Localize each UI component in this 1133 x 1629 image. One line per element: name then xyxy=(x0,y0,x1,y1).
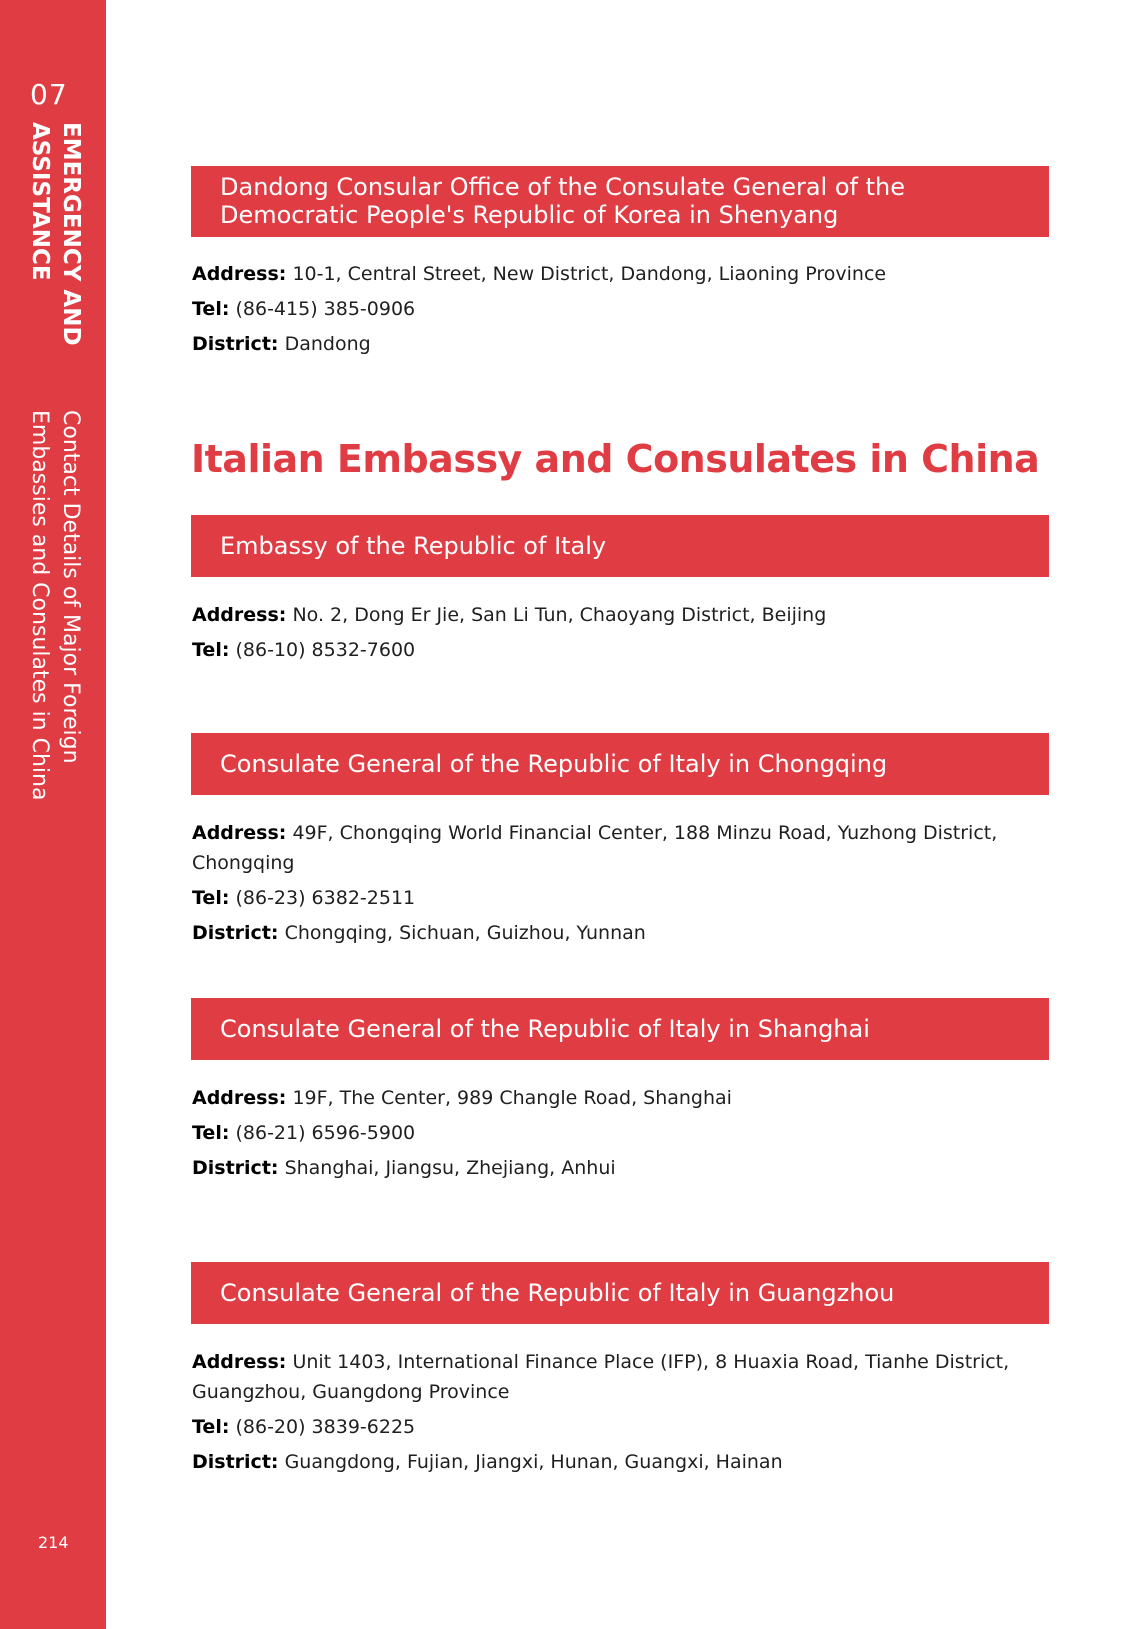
tel-value: (86-23) 6382-2511 xyxy=(235,887,416,909)
district-label: District: xyxy=(192,1157,279,1179)
address-row xyxy=(192,600,1032,630)
address-row xyxy=(192,1083,1032,1113)
district-value: Dandong xyxy=(284,333,371,355)
guangzhou-consulate-details xyxy=(192,1347,1032,1482)
address-label: Address: xyxy=(192,1351,287,1373)
tel-label: Tel: xyxy=(192,298,230,320)
chapter-sidebar xyxy=(0,0,106,1629)
district-row xyxy=(192,1447,1032,1477)
tel-label: Tel: xyxy=(192,1416,230,1438)
section-title-line1: Contact Details of Major Foreign xyxy=(58,410,83,764)
tel-row xyxy=(192,1412,1032,1442)
chapter-title-line1: EMERGENCY AND xyxy=(58,122,84,346)
district-value: Guangdong, Fujian, Jiangxi, Hunan, Guangxi, Hainan xyxy=(284,1451,783,1473)
tel-label: Tel: xyxy=(192,639,230,661)
tel-value: (86-10) 8532-7600 xyxy=(235,639,416,661)
address-label: Address: xyxy=(192,822,287,844)
address-label: Address: xyxy=(192,1087,287,1109)
district-value: Shanghai, Jiangsu, Zhejiang, Anhui xyxy=(284,1157,616,1179)
tel-label: Tel: xyxy=(192,887,230,909)
district-row xyxy=(192,918,1032,948)
tel-value: (86-21) 6596-5900 xyxy=(235,1122,416,1144)
address-value: Unit 1403, International Finance Place (IFP), 8 Huaxia Road, Tianhe District, Guangzhou, Guangdong Province xyxy=(192,1351,1010,1403)
district-label: District: xyxy=(192,1451,279,1473)
district-label: District: xyxy=(192,922,279,944)
chapter-title xyxy=(24,122,86,346)
district-value: Chongqing, Sichuan, Guizhou, Yunnan xyxy=(284,922,646,944)
tel-row xyxy=(192,294,1032,324)
tel-row xyxy=(192,883,1032,913)
address-value: 10-1, Central Street, New District, Dandong, Liaoning Province xyxy=(292,263,887,285)
guangzhou-consulate-banner xyxy=(191,1262,1049,1324)
address-row xyxy=(192,1347,1032,1407)
dandong-office-details xyxy=(192,259,1032,364)
tel-row xyxy=(192,635,1032,665)
district-label: District: xyxy=(192,333,279,355)
address-value: 49F, Chongqing World Financial Center, 188 Minzu Road, Yuzhong District, Chongqing xyxy=(192,822,998,874)
chongqing-consulate-details xyxy=(192,818,1032,953)
address-label: Address: xyxy=(192,604,287,626)
page-number: 214 xyxy=(38,1533,69,1552)
dandong-title-line2: Democratic People's Republic of Korea in Shenyang xyxy=(220,201,839,229)
chongqing-consulate-banner xyxy=(191,733,1049,795)
guangzhou-title: Consulate General of the Republic of Italy in Guangzhou xyxy=(220,1279,895,1307)
tel-row xyxy=(192,1118,1032,1148)
tel-label: Tel: xyxy=(192,1122,230,1144)
shanghai-consulate-banner xyxy=(191,998,1049,1060)
section-title-line2: Embassies and Consulates in China xyxy=(27,410,52,801)
country-heading: Italian Embassy and Consulates in China xyxy=(191,437,1040,481)
embassy-banner xyxy=(191,515,1049,577)
district-row xyxy=(192,1153,1032,1183)
chapter-title-line2: ASSISTANCE xyxy=(27,122,53,281)
address-row xyxy=(192,259,1032,289)
embassy-details xyxy=(192,600,1032,670)
tel-value: (86-415) 385-0906 xyxy=(235,298,416,320)
dandong-title-line1: Dandong Consular Office of the Consulate General of the xyxy=(220,173,905,201)
district-row xyxy=(192,329,1032,359)
shanghai-consulate-details xyxy=(192,1083,1032,1188)
dandong-office-banner xyxy=(191,166,1049,237)
embassy-title: Embassy of the Republic of Italy xyxy=(220,532,607,560)
tel-value: (86-20) 3839-6225 xyxy=(235,1416,416,1438)
address-value: 19F, The Center, 989 Changle Road, Shanghai xyxy=(292,1087,732,1109)
shanghai-title: Consulate General of the Republic of Italy in Shanghai xyxy=(220,1015,870,1043)
address-row xyxy=(192,818,1032,878)
section-title xyxy=(24,410,86,800)
address-value: No. 2, Dong Er Jie, San Li Tun, Chaoyang District, Beijing xyxy=(292,604,827,626)
chongqing-title: Consulate General of the Republic of Italy in Chongqing xyxy=(220,750,888,778)
chapter-number: 07 xyxy=(30,78,68,111)
address-label: Address: xyxy=(192,263,287,285)
